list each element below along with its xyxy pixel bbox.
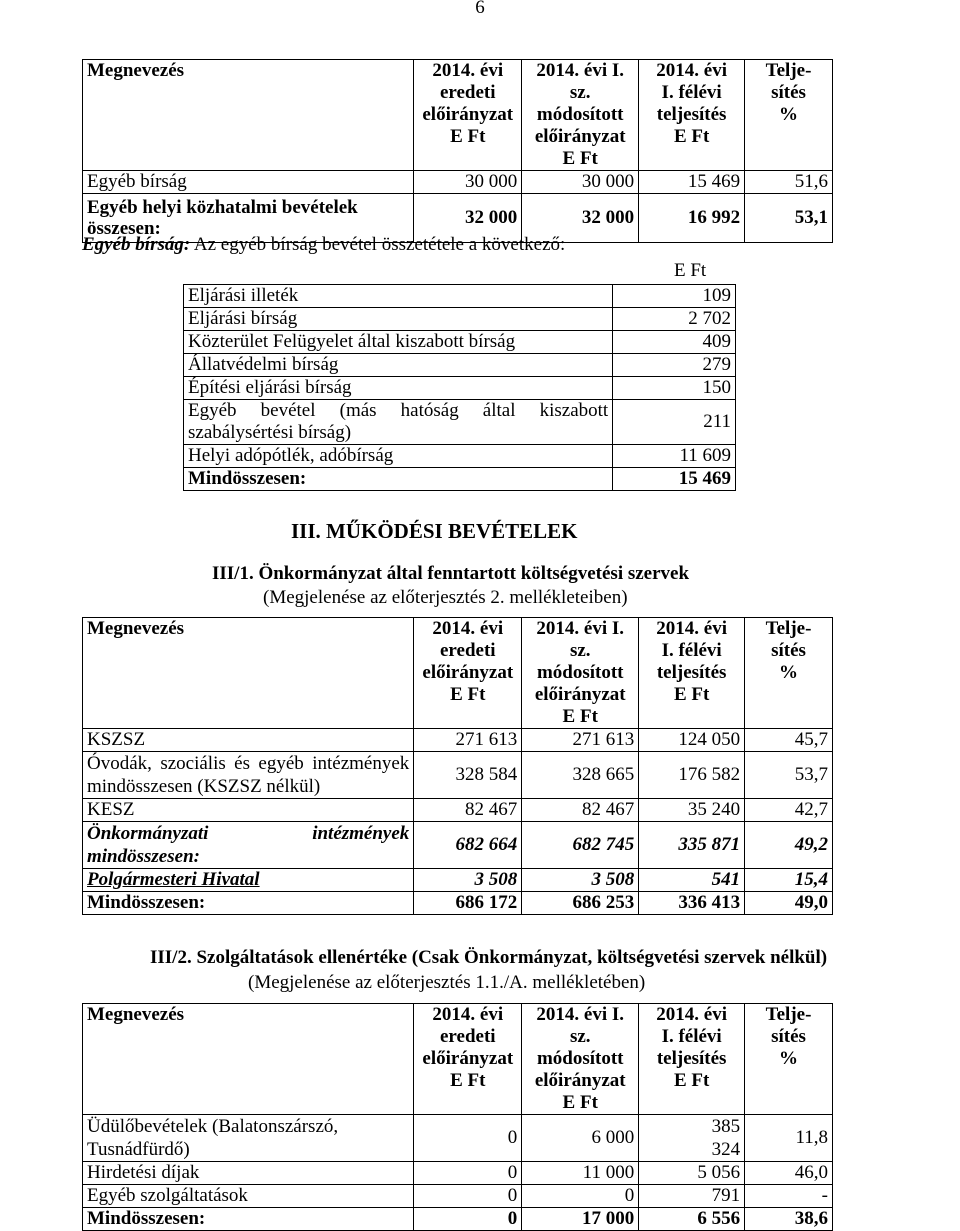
table-row: Egyéb bevétel (más hatóság által kiszabott szabálysértési bírság) 211 xyxy=(184,400,736,445)
table-row: KSZSZ 271 613 271 613 124 050 45,7 xyxy=(83,729,833,752)
subsection-note-1: (Megjelenése az előterjesztés 2. mellékleteiben) xyxy=(263,587,628,608)
subsection-title-1: III/1. Önkormányzat által fenntartott költségvetési szervek xyxy=(212,563,690,584)
table-row: KESZ 82 467 82 467 35 240 42,7 xyxy=(83,799,833,822)
table-row: Egyéb bírság 30 000 30 000 15 469 51,6 xyxy=(83,171,833,194)
subsection-title-2: III/2. Szolgáltatások ellenértéke (Csak Önkormányzat, költségvetési szervek nélkül) xyxy=(150,947,828,968)
table-row: Önkormányzati intézmények mindösszesen: 682 664 682 745 335 871 49,2 xyxy=(83,822,833,869)
unit-label: E Ft xyxy=(674,260,707,281)
header-name: Megnevezés xyxy=(83,60,414,171)
header-col1: 2014. évi eredeti előirányzat E Ft xyxy=(414,60,522,171)
table-header-row: Megnevezés 2014. évi eredeti előirányzat E Ft 2014. évi I. sz. módosított előirányzat E Ft 2014. évi I. félévi teljesítés E Ft Telje- sítés % xyxy=(83,1004,833,1115)
table-row: Eljárási illeték 109 xyxy=(184,285,736,308)
table-row: Üdülőbevételek (Balatonszárszó, Tusnádfürdő) 0 6 000 385 324 11,8 xyxy=(83,1115,833,1162)
header-col2: 2014. évi I. sz. módosított előirányzat E Ft xyxy=(522,60,639,171)
table-row: Építési eljárási bírság 150 xyxy=(184,377,736,400)
table-row: Helyi adópótlék, adóbírság 11 609 xyxy=(184,445,736,468)
table-row-total: Mindösszesen: 686 172 686 253 336 413 49,0 xyxy=(83,892,833,915)
subsection-note-2: (Megjelenése az előterjesztés 1.1./A. mellékletében) xyxy=(248,972,646,993)
intro-line xyxy=(82,234,565,256)
table-row: Eljárási bírság 2 702 xyxy=(184,308,736,331)
intro-lead: Egyéb bírság: xyxy=(82,234,191,255)
intro-text: Az egyéb bírság bevétel összetétele a következő: xyxy=(190,234,566,255)
table-row: Óvodák, szociális és egyéb intézmények mindösszesen (KSZSZ nélkül) 328 584 328 665 176 582 53,7 xyxy=(83,752,833,799)
table-header-row: Megnevezés 2014. évi eredeti előirányzat E Ft 2014. évi I. sz. módosított előirányzat E Ft 2014. évi I. félévi teljesítés E Ft Telje- sítés % xyxy=(83,618,833,729)
header-col3: 2014. évi I. félévi teljesítés E Ft xyxy=(639,60,745,171)
table-header-row xyxy=(83,60,833,171)
table-row-total: Mindösszesen: 15 469 xyxy=(184,468,736,491)
table-egyeb-birsag-breakdown xyxy=(183,284,736,491)
table-row-total: Egyéb helyi közhatalmi bevételek összesen: 32 000 32 000 16 992 53,1 xyxy=(83,194,833,243)
table-row: Hirdetési díjak 0 11 000 5 056 46,0 xyxy=(83,1162,833,1185)
table-row: Egyéb szolgáltatások 0 0 791 - xyxy=(83,1185,833,1208)
table-row-total: Mindösszesen: 0 17 000 6 556 38,6 xyxy=(83,1208,833,1231)
table-row: Polgármesteri Hivatal 3 508 3 508 541 15,4 xyxy=(83,869,833,892)
table-szolgaltatasok xyxy=(82,1003,833,1231)
table-row: Állatvédelmi bírság 279 xyxy=(184,354,736,377)
table-kolt-szervek xyxy=(82,617,833,915)
page-number: 6 xyxy=(475,0,485,18)
table-egyeb-birsag-summary xyxy=(82,59,833,243)
section-title: III. MŰKÖDÉSI BEVÉTELEK xyxy=(291,519,578,543)
header-col4: Telje- sítés % xyxy=(745,60,833,171)
table-row: Közterület Felügyelet által kiszabott bírság 409 xyxy=(184,331,736,354)
